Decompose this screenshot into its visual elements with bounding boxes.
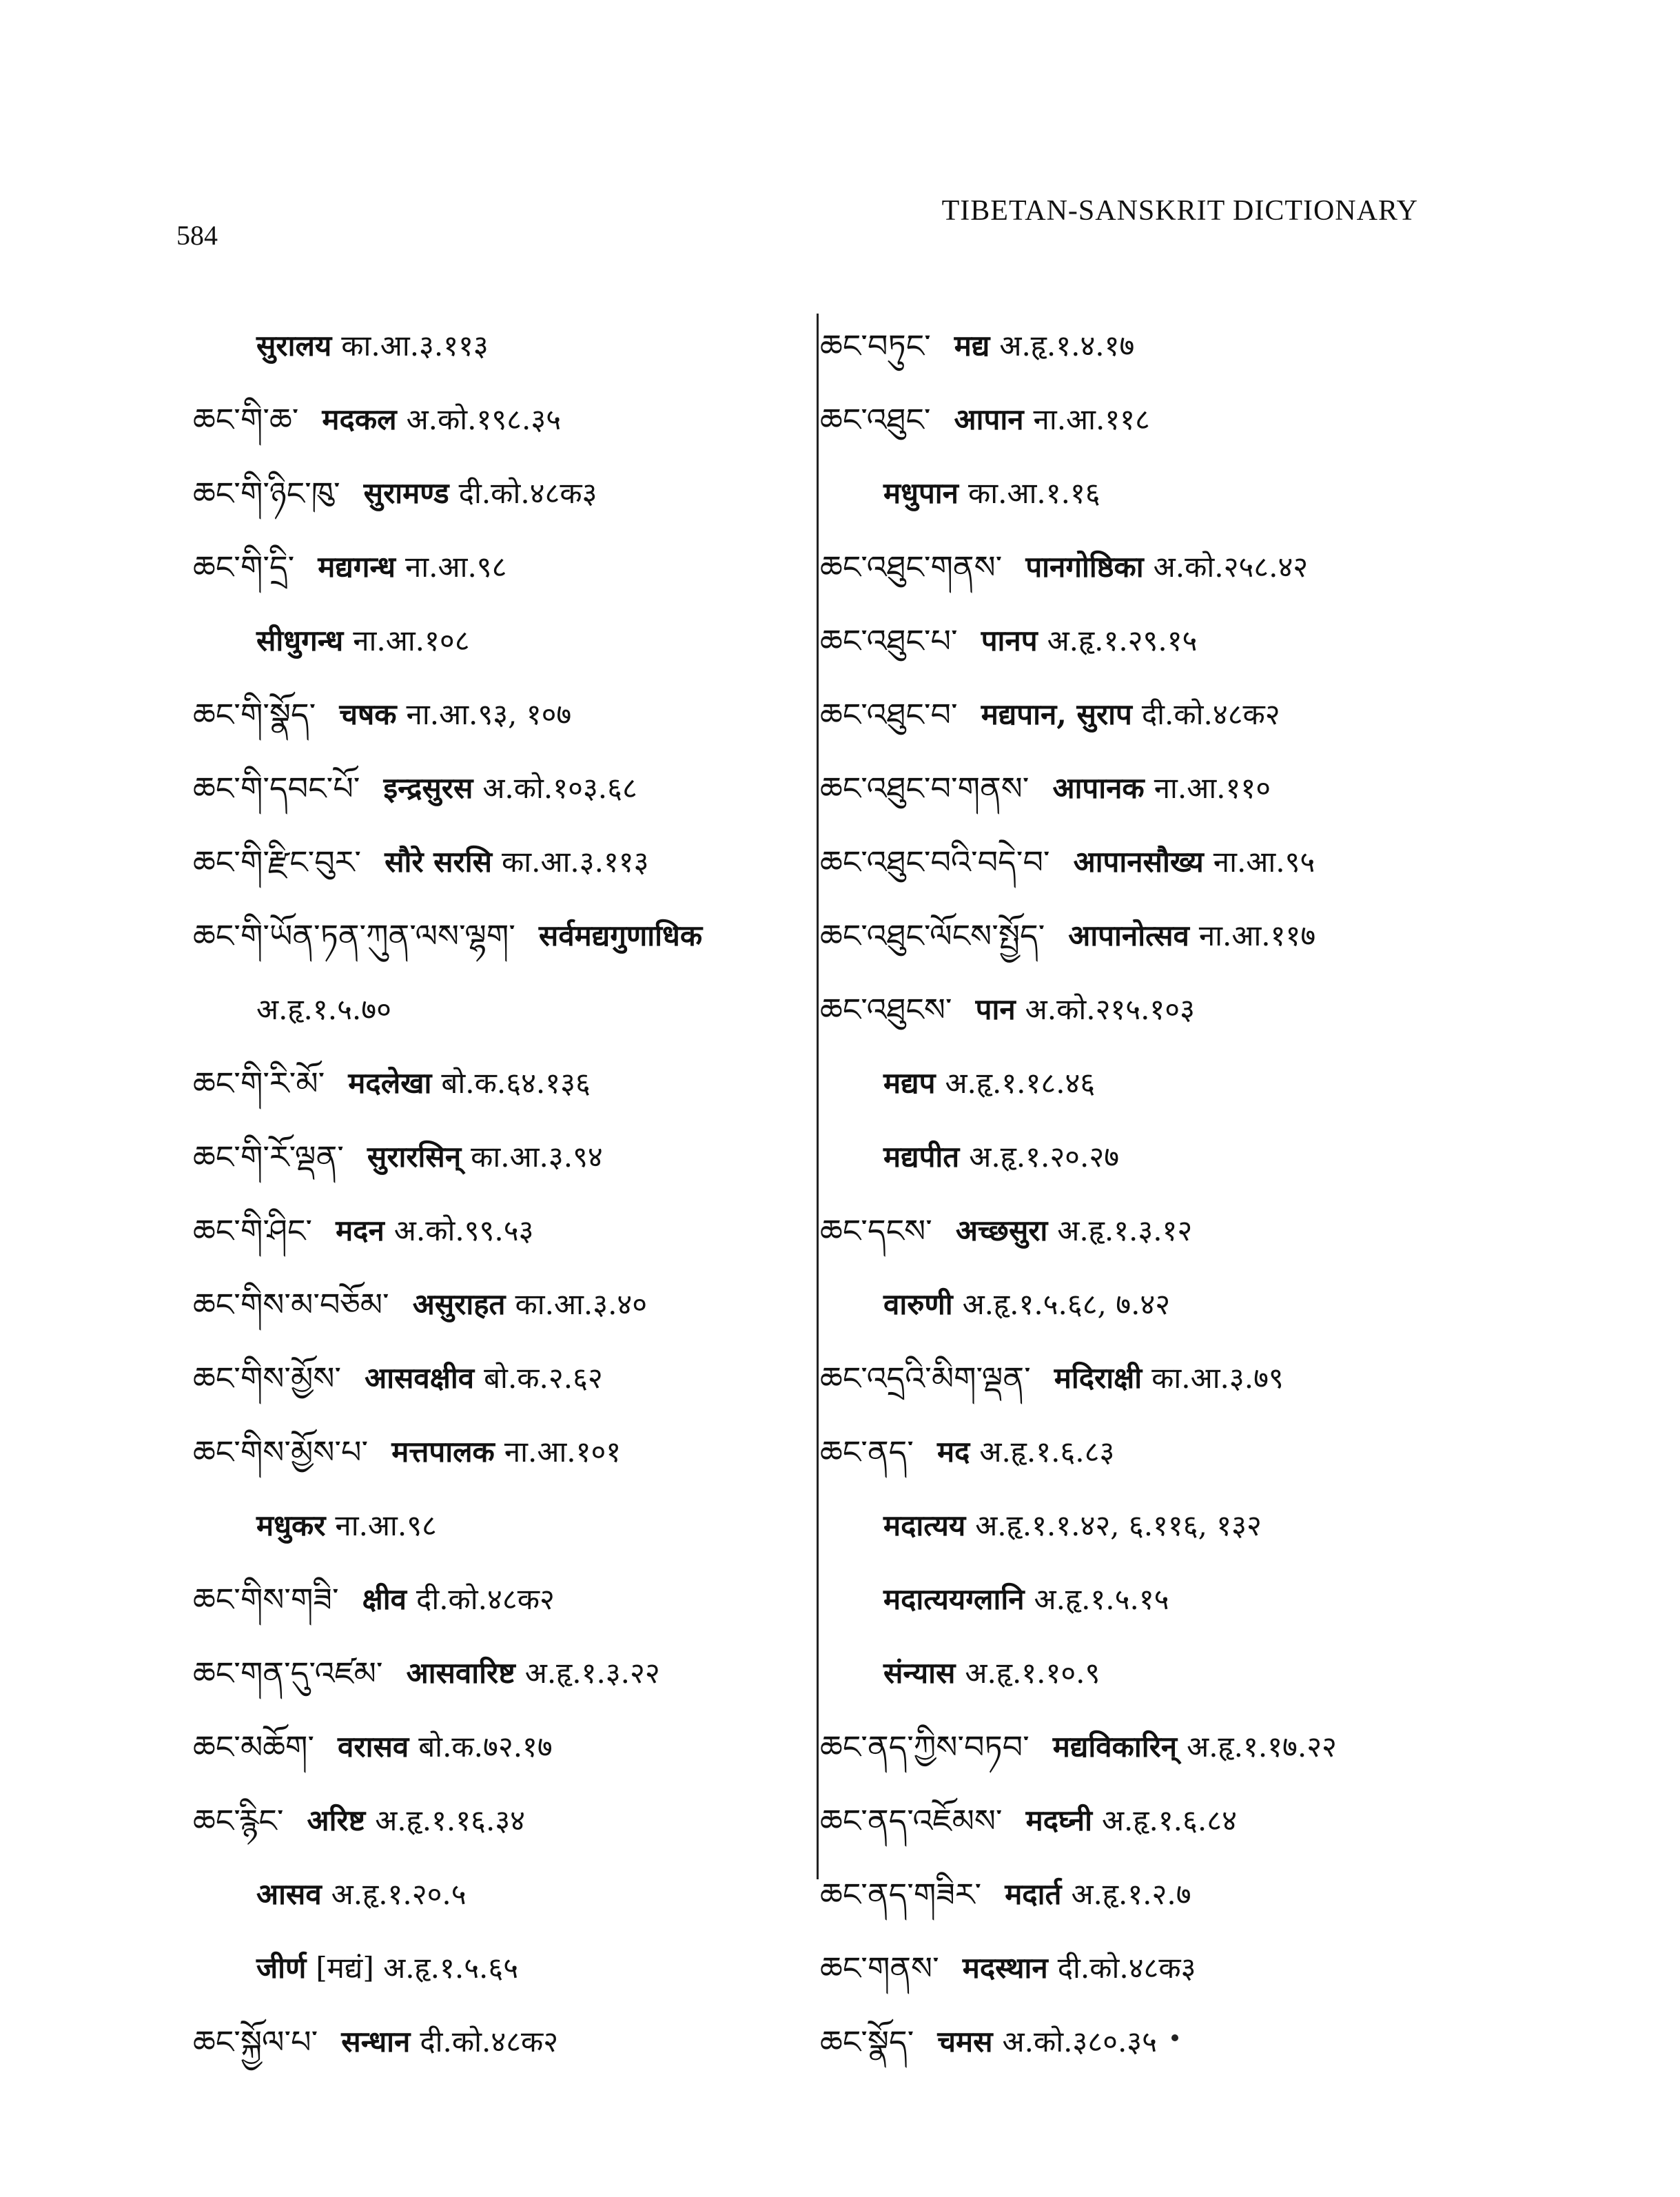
tibetan-headword: ཆང་གི་རྫིང་བུར་ bbox=[193, 843, 362, 881]
sanskrit-equivalent: मदात्यय bbox=[883, 1508, 966, 1542]
sanskrit-equivalent: मदात्ययग्लानि bbox=[883, 1582, 1025, 1616]
sanskrit-equivalent: आसवारिष्ट bbox=[406, 1655, 515, 1690]
dictionary-entry bbox=[820, 972, 1482, 1046]
sanskrit-equivalent: मदकल bbox=[322, 402, 397, 436]
tibetan-headword: ཆང་ནད་ཀྱིས་བཏབ་ bbox=[820, 1728, 1029, 1766]
dictionary-entry bbox=[820, 530, 1482, 604]
tibetan-headword: ཆང་གིས་མ་བཅོམ་ bbox=[193, 1285, 389, 1323]
sanskrit-equivalent: आपानसौख्य bbox=[1073, 844, 1204, 879]
source-reference: ना.आ.११८ bbox=[1033, 402, 1150, 436]
source-reference: दी.को.४८क३ bbox=[1057, 1950, 1196, 1985]
sanskrit-equivalent: मदन bbox=[336, 1213, 385, 1247]
source-reference: अ.को.९९.५३ bbox=[393, 1213, 534, 1247]
tibetan-headword: ཆང་གི་དྲི་ bbox=[193, 548, 295, 586]
sanskrit-equivalent: मधुकर bbox=[256, 1508, 326, 1542]
dictionary-entry bbox=[193, 1710, 813, 1784]
sanskrit-equivalent: मदार्त bbox=[1005, 1877, 1062, 1911]
source-reference: ना.आ.९८ bbox=[335, 1508, 437, 1542]
dictionary-entry bbox=[193, 825, 813, 899]
sanskrit-equivalent: मदिराक्षी bbox=[1054, 1360, 1143, 1395]
sanskrit-equivalent: वरासव bbox=[338, 1729, 409, 1764]
source-reference: ना.आ.१०८ bbox=[353, 623, 470, 657]
dictionary-entry bbox=[820, 751, 1482, 825]
dictionary-entry bbox=[820, 1710, 1482, 1784]
tibetan-headword: ཆང་འཐུང་པ་ bbox=[820, 622, 958, 660]
sanskrit-equivalent: पान bbox=[975, 992, 1016, 1026]
source-reference: अ.हृ.१.५.१५ bbox=[1034, 1582, 1169, 1616]
source-reference: अ.हृ.१.४.१७ bbox=[999, 328, 1135, 362]
dictionary-entry bbox=[193, 456, 813, 530]
dictionary-entry bbox=[820, 1120, 1482, 1194]
dictionary-entry bbox=[820, 2005, 1482, 2078]
sanskrit-equivalent: मद्यगन्ध bbox=[318, 549, 396, 584]
source-reference: अ.हृ.१.५.६८, ७.४२ bbox=[962, 1287, 1171, 1321]
source-reference: अ.को.२१५.१०३ bbox=[1025, 992, 1195, 1026]
sanskrit-equivalent: मद्यप bbox=[883, 1065, 936, 1100]
dictionary-entry bbox=[820, 1415, 1482, 1489]
source-reference: ना.आ.९५ bbox=[1213, 844, 1315, 879]
source-reference: बो.क.२.६२ bbox=[484, 1360, 603, 1395]
source-reference: अ.को.१९८.३५ bbox=[406, 402, 562, 436]
source-reference: बो.क.७२.१७ bbox=[418, 1729, 553, 1764]
dictionary-entry bbox=[820, 309, 1482, 382]
sanskrit-equivalent: वारुणी bbox=[883, 1287, 953, 1321]
source-reference: ना.आ.९३, १०७ bbox=[406, 697, 572, 731]
source-reference: दी.को.४८क३ bbox=[458, 476, 597, 510]
dictionary-entry bbox=[820, 1267, 1482, 1341]
sanskrit-equivalent: पानगोष्ठिका bbox=[1025, 549, 1144, 584]
tibetan-headword: ཆང་འཐུང་བ་ bbox=[820, 695, 958, 733]
dictionary-entry bbox=[820, 1194, 1482, 1267]
source-reference: अ.हृ.१.३.१२ bbox=[1057, 1213, 1193, 1247]
dictionary-entry bbox=[820, 1784, 1482, 1857]
dictionary-entry bbox=[193, 1194, 813, 1267]
dictionary-entry bbox=[820, 1562, 1482, 1636]
source-reference: अ.हृ.१.२०.२७ bbox=[969, 1139, 1120, 1174]
tibetan-headword: ཆང་གི་ཤིང་ bbox=[193, 1212, 313, 1249]
tibetan-headword: ཆང་དངས་ bbox=[820, 1212, 932, 1249]
dictionary-entry bbox=[193, 1489, 813, 1562]
tibetan-headword: ཆང་འཐུང་བ་གནས་ bbox=[820, 769, 1029, 807]
sanskrit-equivalent: आपानोत्सव bbox=[1068, 918, 1189, 952]
source-reference: दी.को.४८क२ bbox=[416, 1582, 555, 1616]
dictionary-entry bbox=[193, 899, 813, 972]
left-column bbox=[193, 309, 813, 2078]
source-reference: [मद्यं] अ.हृ.१.५.६५ bbox=[316, 1950, 519, 1985]
tibetan-headword: ཆང་སྐྱོལ་པ་ bbox=[193, 2023, 318, 2061]
sanskrit-equivalent: मद्यपीत bbox=[883, 1139, 960, 1174]
dictionary-entry bbox=[820, 1931, 1482, 2005]
dictionary-entry bbox=[193, 972, 813, 1046]
tibetan-headword: ཆང་གིས་མྱོས་པ་ bbox=[193, 1433, 369, 1471]
dictionary-entry bbox=[193, 530, 813, 604]
sanskrit-equivalent: क्षीव bbox=[362, 1582, 407, 1616]
source-reference: का.आ.१.१६ bbox=[968, 476, 1100, 510]
tibetan-headword: ཆང་རྙིང་ bbox=[193, 1801, 284, 1839]
source-reference: अ.हृ.१.२९.१५ bbox=[1047, 623, 1198, 657]
dictionary-entry bbox=[193, 1857, 813, 1931]
source-reference: अ.हृ.१.१०.९ bbox=[965, 1655, 1100, 1690]
page-number: 584 bbox=[176, 220, 218, 251]
sanskrit-equivalent: मदलेखा bbox=[348, 1065, 432, 1100]
ink-dot bbox=[1171, 2034, 1178, 2041]
dictionary-entry bbox=[193, 1415, 813, 1489]
sanskrit-equivalent: सौरे सरसि bbox=[385, 844, 492, 879]
source-reference: का.आ.३.११३ bbox=[341, 328, 489, 362]
source-reference: अ.हृ.१.१७.२२ bbox=[1187, 1729, 1337, 1764]
sanskrit-equivalent: मद bbox=[936, 1434, 970, 1469]
sanskrit-equivalent: सुरामण्ड bbox=[363, 476, 449, 510]
source-reference: अ.को.३८०.३५ bbox=[1002, 2024, 1157, 2058]
dictionary-entry bbox=[820, 382, 1482, 456]
source-reference: अ.हृ.१.५.७० bbox=[256, 992, 391, 1026]
dictionary-entry bbox=[820, 456, 1482, 530]
tibetan-headword: ཆང་འཐུངས་ bbox=[820, 990, 952, 1028]
source-reference: का.आ.३.९४ bbox=[471, 1139, 603, 1174]
dictionary-entry bbox=[193, 1562, 813, 1636]
dictionary-entry bbox=[820, 1489, 1482, 1562]
source-reference: अ.हृ.१.१६.३४ bbox=[375, 1803, 525, 1837]
tibetan-headword: ཆང་གི་ཉིང་ཁུ་ bbox=[193, 474, 340, 512]
tibetan-headword: ཆང་མཆོག་ bbox=[193, 1728, 315, 1766]
tibetan-headword: ཆང་གིས་མྱོས་ bbox=[193, 1359, 342, 1397]
source-reference: दी.को.४८क२ bbox=[1141, 697, 1280, 731]
dictionary-entry bbox=[820, 899, 1482, 972]
tibetan-headword: ཆང་ནད་འཇོམས་ bbox=[820, 1801, 1003, 1839]
sanskrit-equivalent: चषक bbox=[339, 697, 397, 731]
dictionary-entry bbox=[820, 1636, 1482, 1710]
tibetan-headword: ཆང་འཐུང་ལོངས་སྤྱོད་ bbox=[820, 917, 1045, 954]
tibetan-headword: ཆང་འདྲའི་མིག་ལྡན་ bbox=[820, 1359, 1031, 1397]
tibetan-headword: ཆང་སྣོད་ bbox=[820, 2023, 914, 2061]
sanskrit-equivalent: अरिष्ट bbox=[307, 1803, 366, 1837]
tibetan-headword: ཆང་གི་ཡོན་ཏན་ཀུན་ལས་ལྷག་ bbox=[193, 917, 515, 954]
dictionary-entry bbox=[193, 604, 813, 677]
sanskrit-equivalent: आसव bbox=[256, 1877, 322, 1911]
dictionary-entry bbox=[820, 1857, 1482, 1931]
source-reference: ना.आ.१०१ bbox=[504, 1434, 622, 1469]
right-column bbox=[820, 309, 1482, 2078]
tibetan-headword: ཆང་གན་དུ་འཛམ་ bbox=[193, 1654, 383, 1692]
source-reference: दी.को.४८क२ bbox=[420, 2024, 559, 2058]
source-reference: अ.को.२५८.४२ bbox=[1153, 549, 1309, 584]
dictionary-entry bbox=[820, 825, 1482, 899]
sanskrit-equivalent: सुरालय bbox=[256, 328, 332, 362]
sanskrit-equivalent: आपान bbox=[954, 402, 1024, 436]
dictionary-entry bbox=[193, 2005, 813, 2078]
source-reference: अ.को.१०३.६८ bbox=[482, 770, 637, 805]
tibetan-headword: ཆང་ནད་གཟིར་ bbox=[820, 1875, 982, 1913]
dictionary-entry bbox=[193, 1120, 813, 1194]
sanskrit-equivalent: चमस bbox=[937, 2024, 993, 2058]
sanskrit-equivalent: आपानक bbox=[1052, 770, 1145, 805]
sanskrit-equivalent: मत्तपालक bbox=[391, 1434, 495, 1469]
sanskrit-equivalent: सुरारसिन् bbox=[367, 1139, 462, 1174]
source-reference: अ.हृ.१.१८.४६ bbox=[945, 1065, 1096, 1100]
source-reference: अ.हृ.१.२.७ bbox=[1071, 1877, 1191, 1911]
sanskrit-equivalent: मद्य bbox=[954, 328, 990, 362]
sanskrit-equivalent: मदस्थान bbox=[962, 1950, 1048, 1985]
tibetan-headword: ཆང་གི་རོ་ལྡན་ bbox=[193, 1138, 344, 1176]
tibetan-headword: ཆང་གི་ཆ་ bbox=[193, 400, 299, 438]
tibetan-headword: ཆང་གི་རི་མོ་ bbox=[193, 1064, 325, 1102]
sanskrit-equivalent: सन्धान bbox=[341, 2024, 411, 2058]
sanskrit-equivalent: सर्वमद्यगुणाधिक bbox=[538, 918, 703, 952]
tibetan-headword: ཆང་གནས་ bbox=[820, 1949, 939, 1987]
column-divider bbox=[817, 314, 819, 1879]
sanskrit-equivalent: मद्यपान, सुराप bbox=[981, 697, 1132, 731]
dictionary-entry bbox=[193, 309, 813, 382]
sanskrit-equivalent: जीर्ण bbox=[256, 1950, 307, 1985]
sanskrit-equivalent: इन्द्रसुरस bbox=[383, 770, 473, 805]
source-reference: अ.हृ.१.३.२२ bbox=[524, 1655, 660, 1690]
source-reference: अ.हृ.१.६.८३ bbox=[979, 1434, 1115, 1469]
source-reference: अ.हृ.१.२०.५ bbox=[331, 1877, 467, 1911]
dictionary-entry bbox=[193, 1267, 813, 1341]
sanskrit-equivalent: पानप bbox=[981, 623, 1038, 657]
source-reference: ना.आ.९८ bbox=[404, 549, 507, 584]
sanskrit-equivalent: मद्यविकारिन् bbox=[1052, 1729, 1178, 1764]
dictionary-entry bbox=[193, 382, 813, 456]
sanskrit-equivalent: सीधुगन्ध bbox=[256, 623, 344, 657]
dictionary-entry bbox=[820, 604, 1482, 677]
running-head: TIBETAN-SANSKRIT DICTIONARY bbox=[941, 195, 1418, 227]
dictionary-entry bbox=[193, 1341, 813, 1415]
tibetan-headword: ཆང་ནད་ bbox=[820, 1433, 914, 1471]
tibetan-headword: ཆང་འཐུང་བའི་བདེ་བ་ bbox=[820, 843, 1050, 881]
dictionary-entry bbox=[193, 1636, 813, 1710]
tibetan-headword: ཆང་འཐུང་གནས་ bbox=[820, 548, 1003, 586]
sanskrit-equivalent: आसवक्षीव bbox=[365, 1360, 475, 1395]
tibetan-headword: ཆང་གིས་གཟི་ bbox=[193, 1580, 339, 1618]
source-reference: अ.हृ.१.१.४२, ६.११६, १३२ bbox=[975, 1508, 1262, 1542]
sanskrit-equivalent: असुराहत bbox=[412, 1287, 506, 1321]
source-reference: का.आ.३.४० bbox=[515, 1287, 648, 1321]
source-reference: बो.क.६४.१३६ bbox=[441, 1065, 591, 1100]
tibetan-headword: ཆང་གི་སྣོད་ bbox=[193, 695, 316, 733]
dictionary-entry bbox=[820, 1341, 1482, 1415]
dictionary-entry bbox=[193, 1784, 813, 1857]
source-reference: ना.आ.११७ bbox=[1198, 918, 1316, 952]
dictionary-entry bbox=[193, 751, 813, 825]
dictionary-entry bbox=[193, 677, 813, 751]
sanskrit-equivalent: मदघ्नी bbox=[1025, 1803, 1092, 1837]
sanskrit-equivalent: मधुपान bbox=[883, 476, 959, 510]
sanskrit-equivalent: संन्यास bbox=[883, 1655, 956, 1690]
sanskrit-equivalent: अच्छसुरा bbox=[955, 1213, 1048, 1247]
tibetan-headword: ཆང་འཐུང་ bbox=[820, 400, 931, 438]
source-reference: ना.आ.११० bbox=[1154, 770, 1271, 805]
dictionary-entry bbox=[820, 1046, 1482, 1120]
source-reference: का.आ.३.११३ bbox=[502, 844, 649, 879]
dictionary-entry bbox=[193, 1046, 813, 1120]
tibetan-headword: ཆང་གི་དབང་པོ་ bbox=[193, 769, 360, 807]
dictionary-entry bbox=[820, 677, 1482, 751]
tibetan-headword: ཆང་བཏུང་ bbox=[820, 327, 931, 365]
source-reference: अ.हृ.१.६.८४ bbox=[1101, 1803, 1237, 1837]
source-reference: का.आ.३.७९ bbox=[1151, 1360, 1284, 1395]
dictionary-entry bbox=[193, 1931, 813, 2005]
